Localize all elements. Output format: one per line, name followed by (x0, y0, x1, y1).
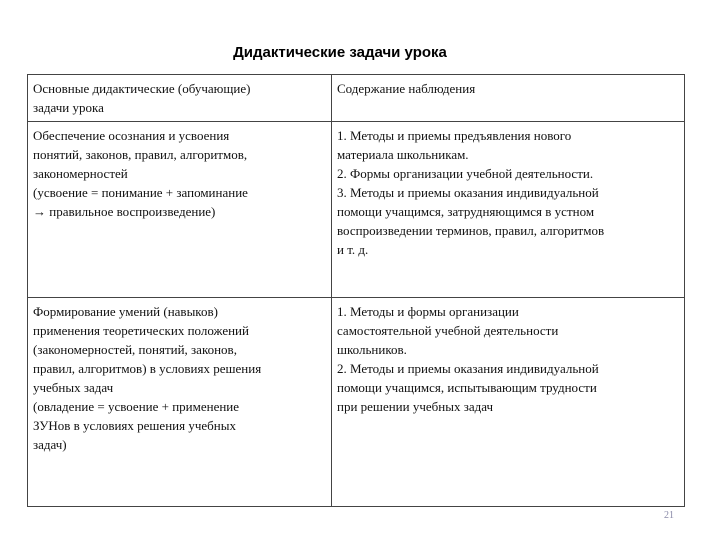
cell-line: воспроизведении терминов, правил, алгоритмов (337, 223, 605, 239)
cell-line: при решении учебных задач (337, 399, 494, 415)
cell-line: ЗУНов в условиях решения учебных (33, 418, 236, 434)
header-cell-observation (332, 75, 685, 122)
cell-line: → правильное воспроизведение) (33, 204, 216, 220)
header-cell-tasks (28, 75, 332, 122)
cell-line: применения теоретических положений (33, 323, 249, 339)
cell-line: (закономерностей, понятий, законов, (33, 342, 237, 358)
cell-line: школьников. (337, 342, 407, 358)
observation-cell (332, 298, 685, 507)
cell-line: Обеспечение осознания и усвоения (33, 128, 230, 144)
cell-line: Формирование умений (навыков) (33, 304, 218, 320)
cell-line: самостоятельной учебной деятельности (337, 323, 559, 339)
cell-line: (усвоение = понимание + запоминание (33, 185, 248, 201)
cell-line: закономерностей (33, 166, 128, 182)
cell-line: Содержание наблюдения (337, 81, 476, 96)
observation-cell (332, 122, 685, 298)
table-row (28, 122, 685, 298)
cell-line: 2. Формы организации учебной деятельности. (337, 166, 594, 182)
cell-line: материала школьникам. (337, 147, 469, 163)
task-cell (28, 298, 332, 507)
cell-line: 2. Методы и приемы оказания индивидуальной (337, 361, 599, 377)
cell-line: Основные дидактические (обучающие) (33, 81, 251, 96)
page-number: 21 (664, 510, 674, 521)
cell-line: 3. Методы и приемы оказания индивидуальной (337, 185, 599, 201)
cell-line: (овладение = усвоение + применение (33, 399, 240, 415)
task-cell (28, 122, 332, 298)
cell-line: 1. Методы и формы организации (337, 304, 519, 320)
cell-line: задачи урока (33, 100, 104, 115)
table-row (28, 298, 685, 507)
cell-line: задач) (33, 437, 67, 453)
cell-line: и т. д. (337, 242, 369, 258)
table-header-row (28, 75, 685, 122)
didactic-tasks-table (27, 74, 685, 507)
cell-line: помощи учащимся, испытывающим трудности (337, 380, 597, 396)
cell-line: правил, алгоритмов) в условиях решения (33, 361, 262, 377)
cell-line: помощи учащимся, затрудняющимся в устном (337, 204, 595, 220)
cell-line: понятий, законов, правил, алгоритмов, (33, 147, 248, 163)
slide-title: Дидактические задачи урока (233, 44, 447, 61)
cell-line: учебных задач (33, 380, 114, 396)
cell-line: 1. Методы и приемы предъявления нового (337, 128, 572, 144)
